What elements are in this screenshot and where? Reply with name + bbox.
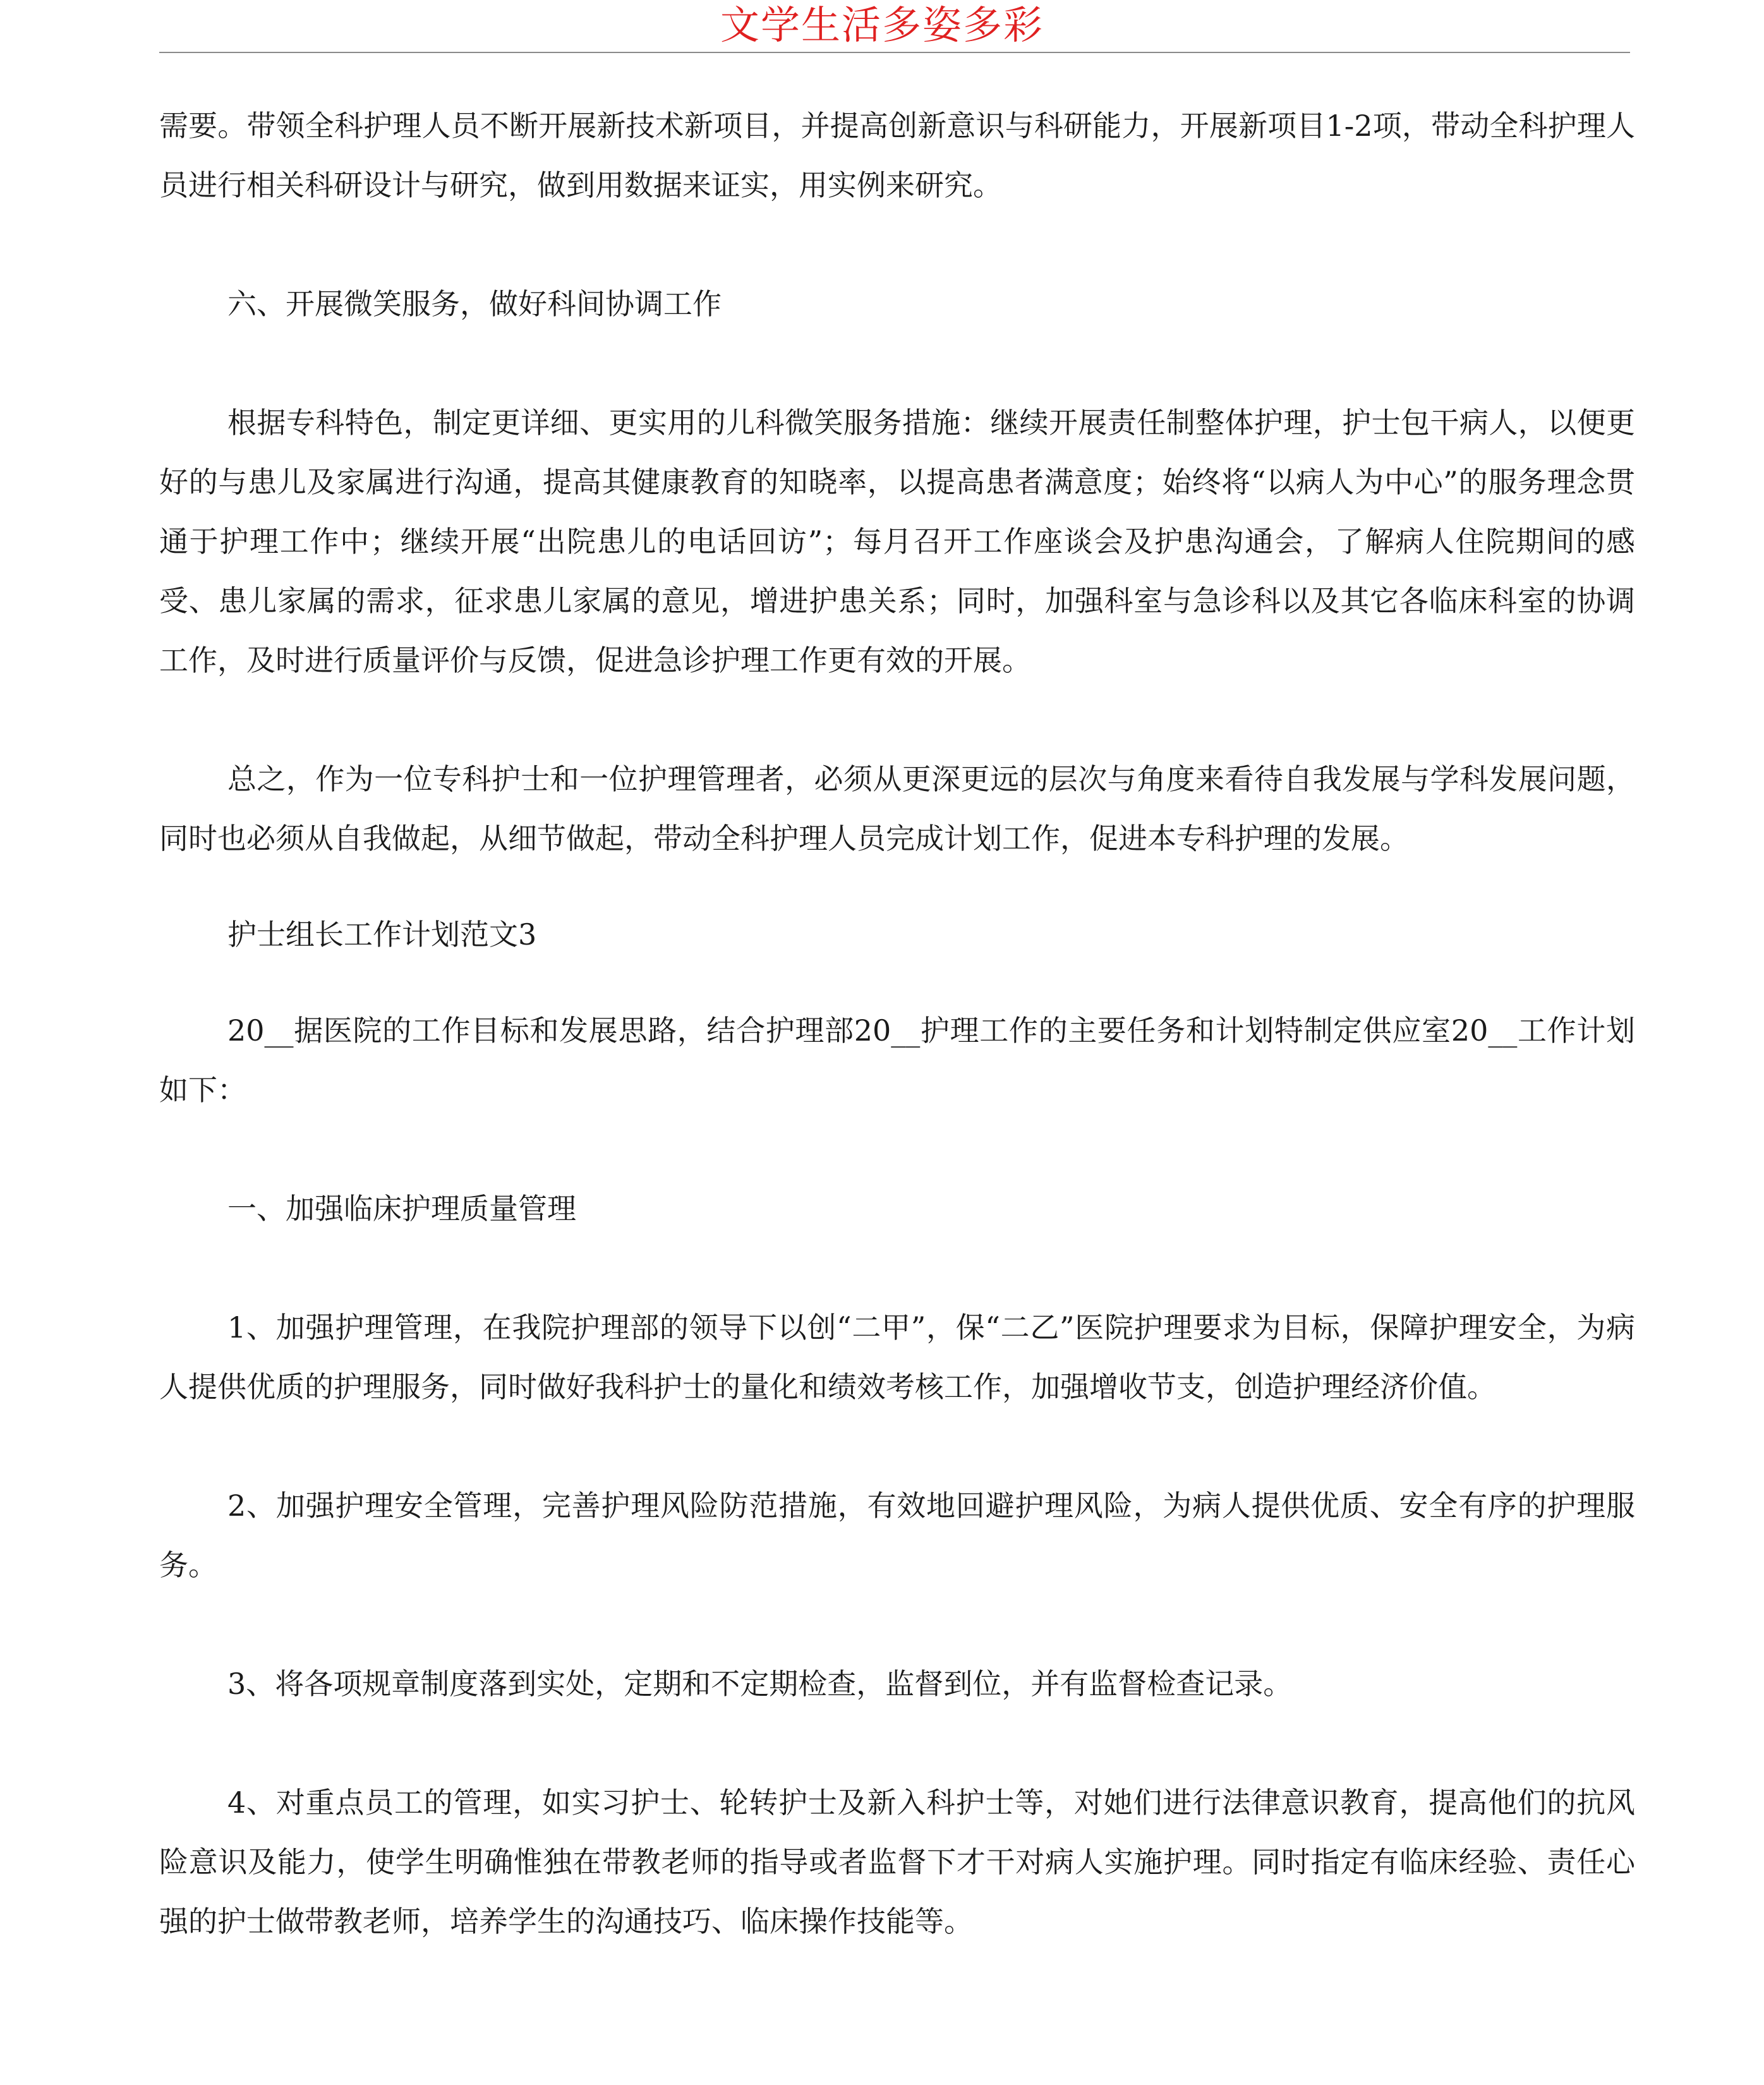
- list-item: 3、将各项规章制度落到实处，定期和不定期检查，监督到位，并有监督检查记录。: [227, 1667, 1293, 1701]
- list-item: 4、对重点员工的管理，如实习护士、轮转护士及新入科护士等，对她们进行法律意识教育，提高他们的抗风险意识及能力，使学生明确惟独在带教老师的指导或者监督下才干对病人实施护理。同时指定有临床经验、责任心强的护士做带教老师，培养学生的沟通技巧、临床操作技能等。: [159, 1786, 1635, 1938]
- section-heading: 六、开展微笑服务，做好科间协调工作: [227, 287, 722, 321]
- page-header: [0, 0, 1764, 53]
- list-item: 2、加强护理安全管理，完善护理风险防范措施，有效地回避护理风险，为病人提供优质、安全有序的护理服务。: [159, 1489, 1635, 1582]
- section-heading: 护士组长工作计划范文3: [227, 917, 537, 952]
- section-heading: 一、加强临床护理质量管理: [227, 1192, 576, 1226]
- header-divider: [159, 52, 1630, 53]
- paragraph-continuation: 需要。带领全科护理人员不断开展新技术新项目，并提高创新意识与科研能力，开展新项目1-2项，带动全科护理人员进行相关科研设计与研究，做到用数据来证实，用实例来研究。: [159, 109, 1635, 202]
- paragraph: 根据专科特色，制定更详细、更实用的儿科微笑服务措施：继续开展责任制整体护理，护士包干病人，以便更好的与患儿及家属进行沟通，提高其健康教育的知晓率，以提高患者满意度；始终将“以病人为中心”的服务理念贯通于护理工作中；继续开展“出院患儿的电话回访”；每月召开工作座谈会及护患沟通会，了解病人住院期间的感受、患儿家属的需求，征求患儿家属的意见，增进护患关系；同时，加强科室与急诊科以及其它各临床科室的协调工作，及时进行质量评价与反馈，促进急诊护理工作更有效的开展。: [159, 406, 1635, 677]
- header-title: 文学生活多姿多彩: [720, 2, 1044, 48]
- list-item: 1、加强护理管理，在我院护理部的领导下以创“二甲”，保“二乙”医院护理要求为目标，保障护理安全，为病人提供优质的护理服务，同时做好我科护士的量化和绩效考核工作，加强增收节支，创造护理经济价值。: [159, 1310, 1635, 1404]
- paragraph: 总之，作为一位专科护士和一位护理管理者，必须从更深更远的层次与角度来看待自我发展与学科发展问题，同时也必须从自我做起，从细节做起，带动全科护理人员完成计划工作，促进本专科护理的发展。: [159, 762, 1635, 855]
- paragraph: 20__据医院的工作目标和发展思路，结合护理部20__护理工作的主要任务和计划特制定供应室20__工作计划如下：: [159, 1013, 1635, 1107]
- document-body: [159, 96, 1635, 1951]
